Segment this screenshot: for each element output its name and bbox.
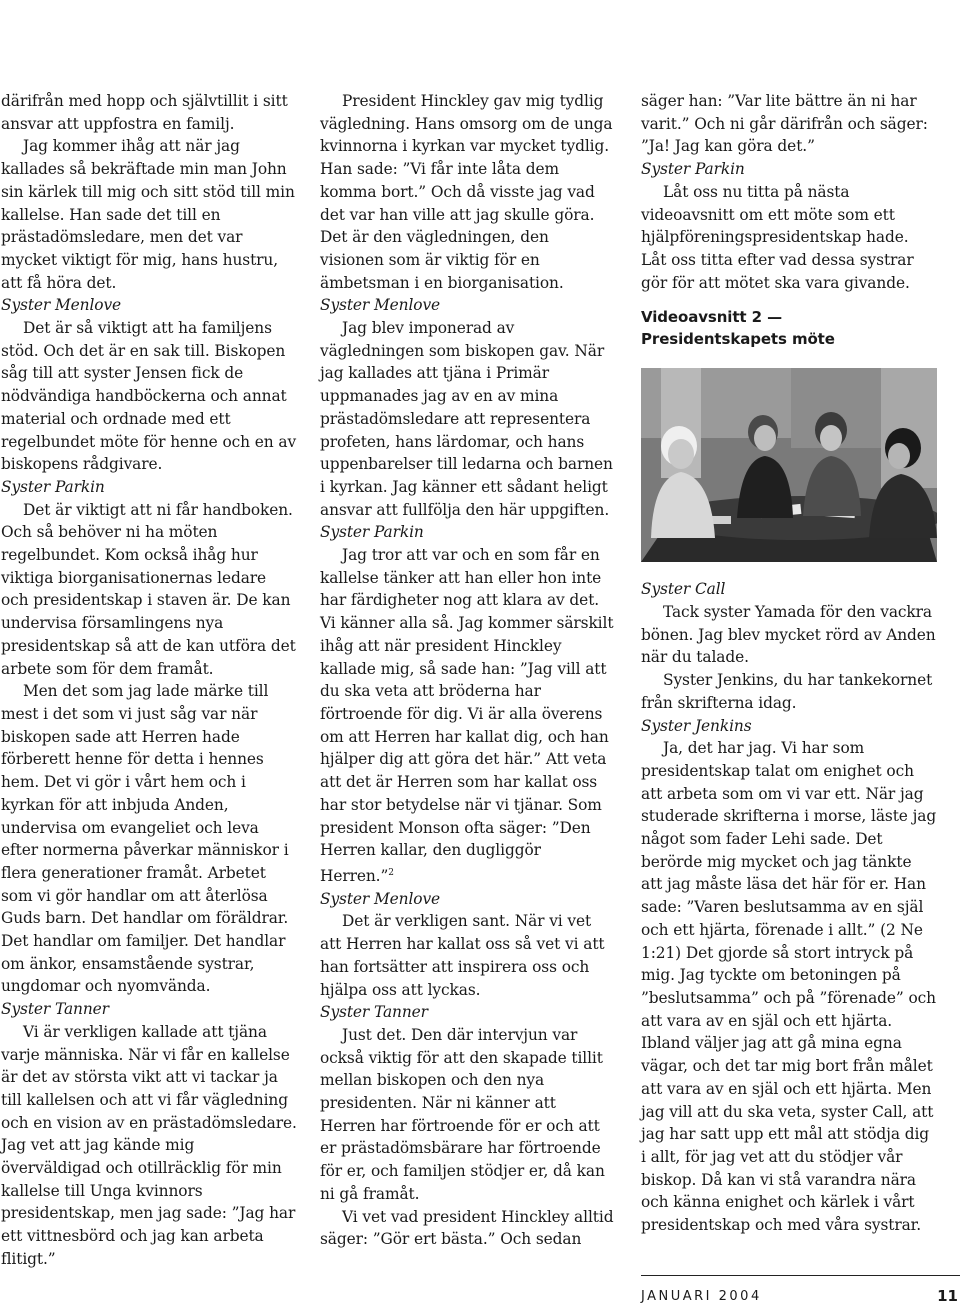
speaker-label: Syster Parkin	[320, 523, 424, 542]
column-middle	[320, 90, 616, 1251]
photo-illustration	[641, 368, 937, 562]
speaker-label: Syster Tanner	[1, 1000, 109, 1019]
paragraph	[320, 544, 616, 888]
speaker-label: Syster Tanner	[320, 1003, 428, 1022]
paragraph: Låt oss nu titta på nästa videoavsnitt om ett möte som ett hjälpföreningspresidentskap hade. Låt oss titta efter vad dessa systrar gör för att mötet ska vara givande.	[641, 182, 914, 292]
paragraph: Vi vet vad president Hinckley alltid säger: ”Gör ert bästa.” Och sedan	[320, 1207, 614, 1249]
issue-date: JANUARI 2004	[641, 1289, 762, 1304]
paragraph: Vi är verkligen kallade att tjäna varje människa. När vi får en kallelse är det av största vikt att vi tackar ja till kallelsen och att vi får vägledning och en vision av en prästadömsledare. Jag vet att jag kände mig överväldigad och otillräcklig för min kallelse till Unga kvinnors presidentskap, men jag sade: ”Jag har ett vittnesbörd och jag kan arbeta flitigt.”	[1, 1022, 297, 1268]
paragraph: säger han: ”Var lite bättre än ni har varit.” Och ni går därifrån och säger: ”Ja! Jag kan göra det.”	[641, 92, 928, 156]
section-heading	[641, 306, 937, 350]
footnote-ref: 2	[388, 867, 394, 878]
paragraph: Tack syster Yamada för den vackra bönen. Jag blev mycket rörd av Anden när du talade.	[641, 603, 936, 667]
paragraph: Ja, det har jag. Vi har som presidentskap talat om enighet och att arbeta som om vi var ett. När jag studerade skrifterna i morse, läste jag något som fader Lehi sade. Det berörde mig mycket och jag tänkte att jag måste läsa det här för er. Han sade: ”Varen beslutsamma av en själ och ett hjärta, förenade i allt.” (2 Ne 1:21) Det gjorde så stort intryck på mig. Jag tyckte om betoningen på ”beslutsamma” och på ”förenade” och att vara av en själ och ett hjärta. Ibland väljer jag att gå mina egna vägar, och det tar mig bort från målet att vara av en själ och ett hjärta. Men jag vill att du ska veta, syster Call, att jag har satt upp ett mål att stödja dig i allt, för jag vet att du stödjer vår biskop. Då kan vi stå varandra nära och känna enighet och kärlek i vårt presidentskap och med våra systrar.	[641, 739, 937, 1235]
speaker-label: Syster Jenkins	[641, 716, 752, 735]
column-right	[641, 90, 937, 1237]
speaker-label: Syster Menlove	[320, 296, 441, 315]
paragraph: President Hinckley gav mig tydlig vägledning. Hans omsorg om de unga kvinnorna i kyrkan var mycket tydlig. Han sade: ”Vi får inte låta dem komma bort.” Och då visste jag vad det var han ville att jag skulle göra. Det är den vägledningen, den visionen som är viktig för en ämbetsman i en biorganisation.	[320, 92, 613, 292]
paragraph: Syster Jenkins, du har tankekornet från skrifterna idag.	[641, 671, 933, 712]
paragraph: därifrån med hopp och självtillit i sitt ansvar att uppfostra en familj.	[1, 92, 288, 133]
paragraph: Det är verkligen sant. När vi vet att Herren har kallat oss så vet vi att han fortsätter att inspirera oss och hjälpa oss att lyckas.	[320, 912, 605, 999]
column-left	[1, 90, 297, 1271]
speaker-label: Syster Menlove	[1, 296, 122, 315]
heading-line: Videoavsnitt 2 —	[641, 308, 782, 327]
paragraph-text: Jag tror att var och en som får en kallelse tänker att han eller hon inte har färdigheter nog att klara av det. Vi känner alla så. Jag kommer särskilt ihåg att när president Hinckley kallade mig, så sade han: ”Jag vill att du ska veta att bröderna har förtroende för dig. Vi är alla överens om att Herren har kallat dig, och han hjälper dig att göra det här.” Att veta att det är Herren som har kallat oss har stor betydelse när vi tjänar. Som president Monson ofta säger: ”Den Herren kallar, den dugliggör Herren.”	[320, 546, 614, 886]
paragraph: Just det. Den där intervjun var också viktig för att den skapade tillit mellan biskopen och den nya presidenten. När ni känner att Herren har förtroende för er och att er prästadömsbärare har förtroende för er, och familjen stödjer er, då kan ni gå framåt.	[320, 1025, 605, 1203]
speaker-label: Syster Parkin	[1, 477, 105, 496]
paragraph: Men det som jag lade märke till mest i det som vi just såg var när biskopen sade att Herren hade förberett henne för detta i hennes hem. Det vi gör i vårt hem och i kyrkan för att inbjuda Anden, undervisa om evangeliet och leva efter normerna påverkar människor i flera generationer framåt. Arbetet som vi gör handlar om att återlösa Guds barn. Det handlar om föräldrar. Det handlar om familjer. Det handlar om änkor, ensamstående systrar, ungdomar och nyomvända.	[1, 682, 289, 996]
speaker-label: Syster Call	[641, 580, 726, 599]
paragraph: Det är så viktigt att ha familjens stöd. Och det är en sak till. Biskopen såg till att syster Jensen fick de nödvändiga handböckerna och annat material och ordnade med ett regelbundet möte för henne och en av biskopens rådgivare.	[1, 319, 297, 474]
paragraph: Det är viktigt att ni får handboken. Och så behöver ni ha möten regelbundet. Kom också ihåg hur viktiga biorganisationernas ledare och presidentskap i staven är. De kan undervisa församlingens nya presidentskap så att de kan utföra det arbete som för dem framåt.	[1, 500, 296, 678]
footer-rule	[641, 1275, 960, 1276]
paragraph: Jag blev imponerad av vägledningen som biskopen gav. När jag kallades att tjäna i Primär uppmanades jag av en av mina prästadömsledare att representera profeten, hans lärdomar, och hans uppenbarelser till ledarna och barnen i kyrkan. Jag känner ett sådant heligt ansvar att fullfölja den här uppgiften.	[320, 319, 613, 519]
page-number: 11	[937, 1287, 958, 1305]
paragraph: Jag kommer ihåg att när jag kallades så bekräftade min man John sin kärlek till mig och sitt stöd till min kallelse. Han sade det till en prästadömsledare, men det var mycket viktigt för mig, hans hustru, att få höra det.	[1, 137, 295, 292]
meeting-photo	[641, 368, 937, 562]
heading-line: Presidentskapets möte	[641, 330, 835, 349]
speaker-label: Syster Menlove	[320, 889, 441, 908]
speaker-label: Syster Parkin	[641, 160, 745, 179]
